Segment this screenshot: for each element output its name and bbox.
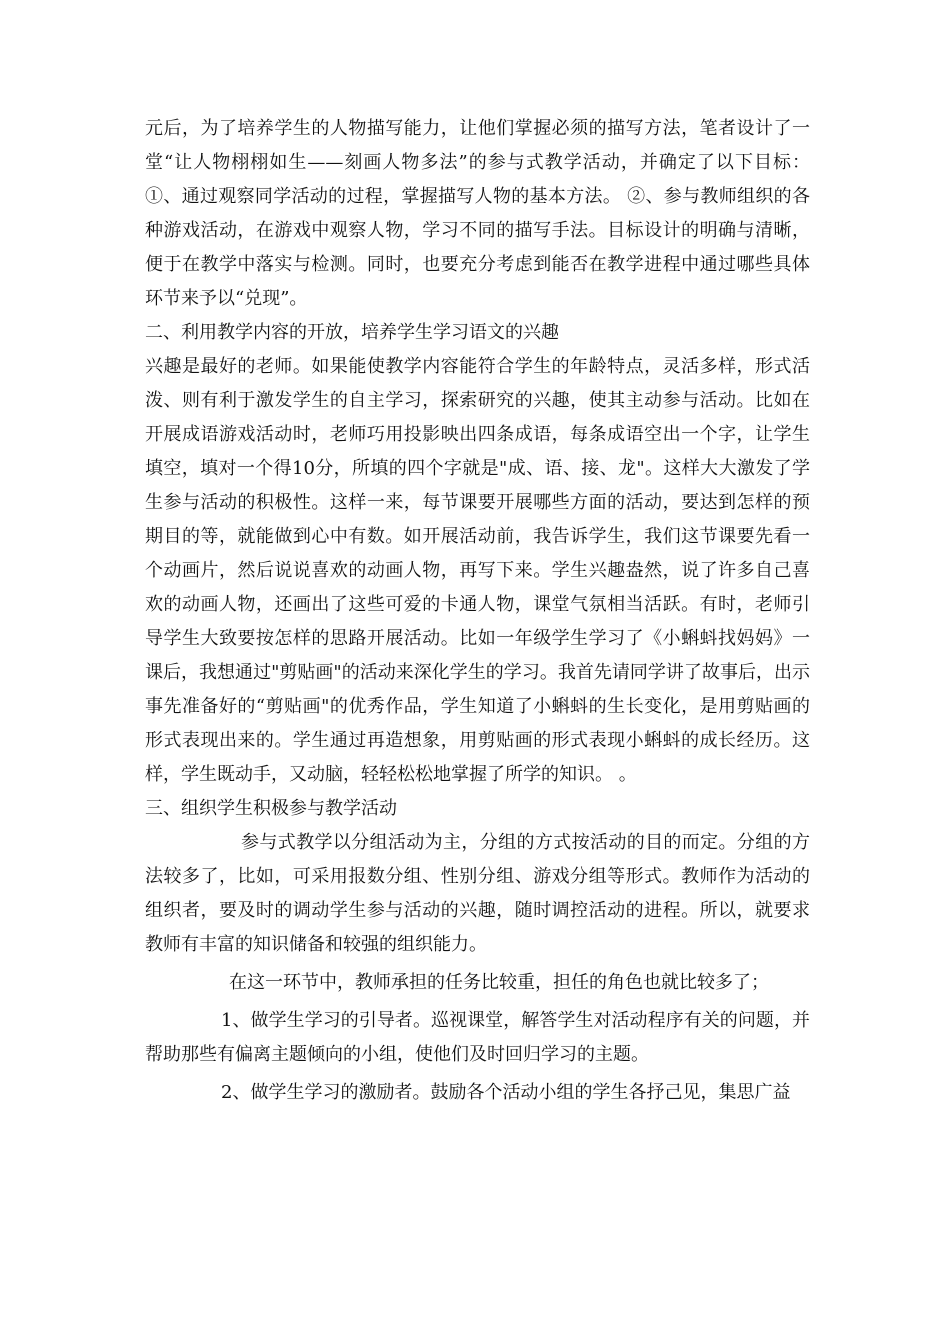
paragraph-teacher-roles: 在这一环节中，教师承担的任务比较重，担任的角色也就比较多了；: [229, 972, 769, 993]
paragraph-interest: 兴趣是最好的老师。如果能使教学内容能符合学生的年龄特点，灵活多样，形式活泼、则有利于激发学生的自主学习，探索研究的兴趣，使其主动参与活动。比如在开展成语游戏活动时，老师巧用投影映出四条成语，每条成语空出一个字，让学生填空，填对一个得10分，所填的四个字就是"成、语、接、龙"。这样大大激发了学生参与活动的积极性。这样一来，每节课要开展哪些方面的活动，要达到怎样的预期目的等，就能做到心中有数。如开展活动前，我告诉学生，我们这节课要先看一个动画片，然后说说喜欢的动画人物，再写下来。学生兴趣盎然，说了许多自己喜欢的动画人物，还画出了这些可爱的卡通人物，课堂气氛相当活跃。有时，老师引导学生大致要按怎样的思路开展活动。比如一年级学生学习了《小蝌蚪找妈妈》一课后，我想通过"剪贴画"的活动来深化学生的学习。我首先请同学讲了故事后，出示事先准备好的“剪贴画"的优秀作品，学生知道了小蝌蚪的生长变化，是用剪贴画的形式表现出来的。学生通过再造想象，用剪贴画的形式表现小蝌蚪的成长经历。这样，学生既动手，又动脑，轻轻松松地掌握了所学的知识。 。: [145, 356, 810, 785]
section-heading-three: 三、组织学生积极参与教学活动: [145, 798, 397, 819]
section-heading-two: 二、利用教学内容的开放，培养学生学习语文的兴趣: [145, 322, 559, 343]
paragraph-objectives: 元后，为了培养学生的人物描写能力，让他们掌握必须的描写方法，笔者设计了一堂“让人物栩栩如生——刻画人物多法”的参与式教学活动，并确定了以下目标：①、通过观察同学活动的过程，掌握描写人物的基本方法。 ②、参与教师组织的各种游戏活动，在游戏中观察人物，学习不同的描写手法。目标设计的明确与清晰，便于在教学中落实与检测。同时，也要充分考虑到能否在教学进程中通过哪些具体环节来予以“兑现”。: [145, 118, 810, 309]
paragraph-grouping: 参与式教学以分组活动为主，分组的方式按活动的目的而定。分组的方法较多了，比如，可采用报数分组、性别分组、游戏分组等形式。教师作为活动的组织者，要及时的调动学生参与活动的兴趣，随时调控活动的进程。所以，就要求教师有丰富的知识储备和较强的组织能力。: [145, 832, 810, 955]
document-page: [145, 112, 810, 1110]
paragraph-role-guide: 1、做学生学习的引导者。巡视课堂，解答学生对活动程序有关的问题，并帮助那些有偏离主题倾向的小组，使他们及时回归学习的主题。: [145, 1010, 810, 1065]
paragraph-role-motivator: 2、做学生学习的激励者。鼓励各个活动小组的学生各抒己见，集思广益: [221, 1082, 791, 1103]
